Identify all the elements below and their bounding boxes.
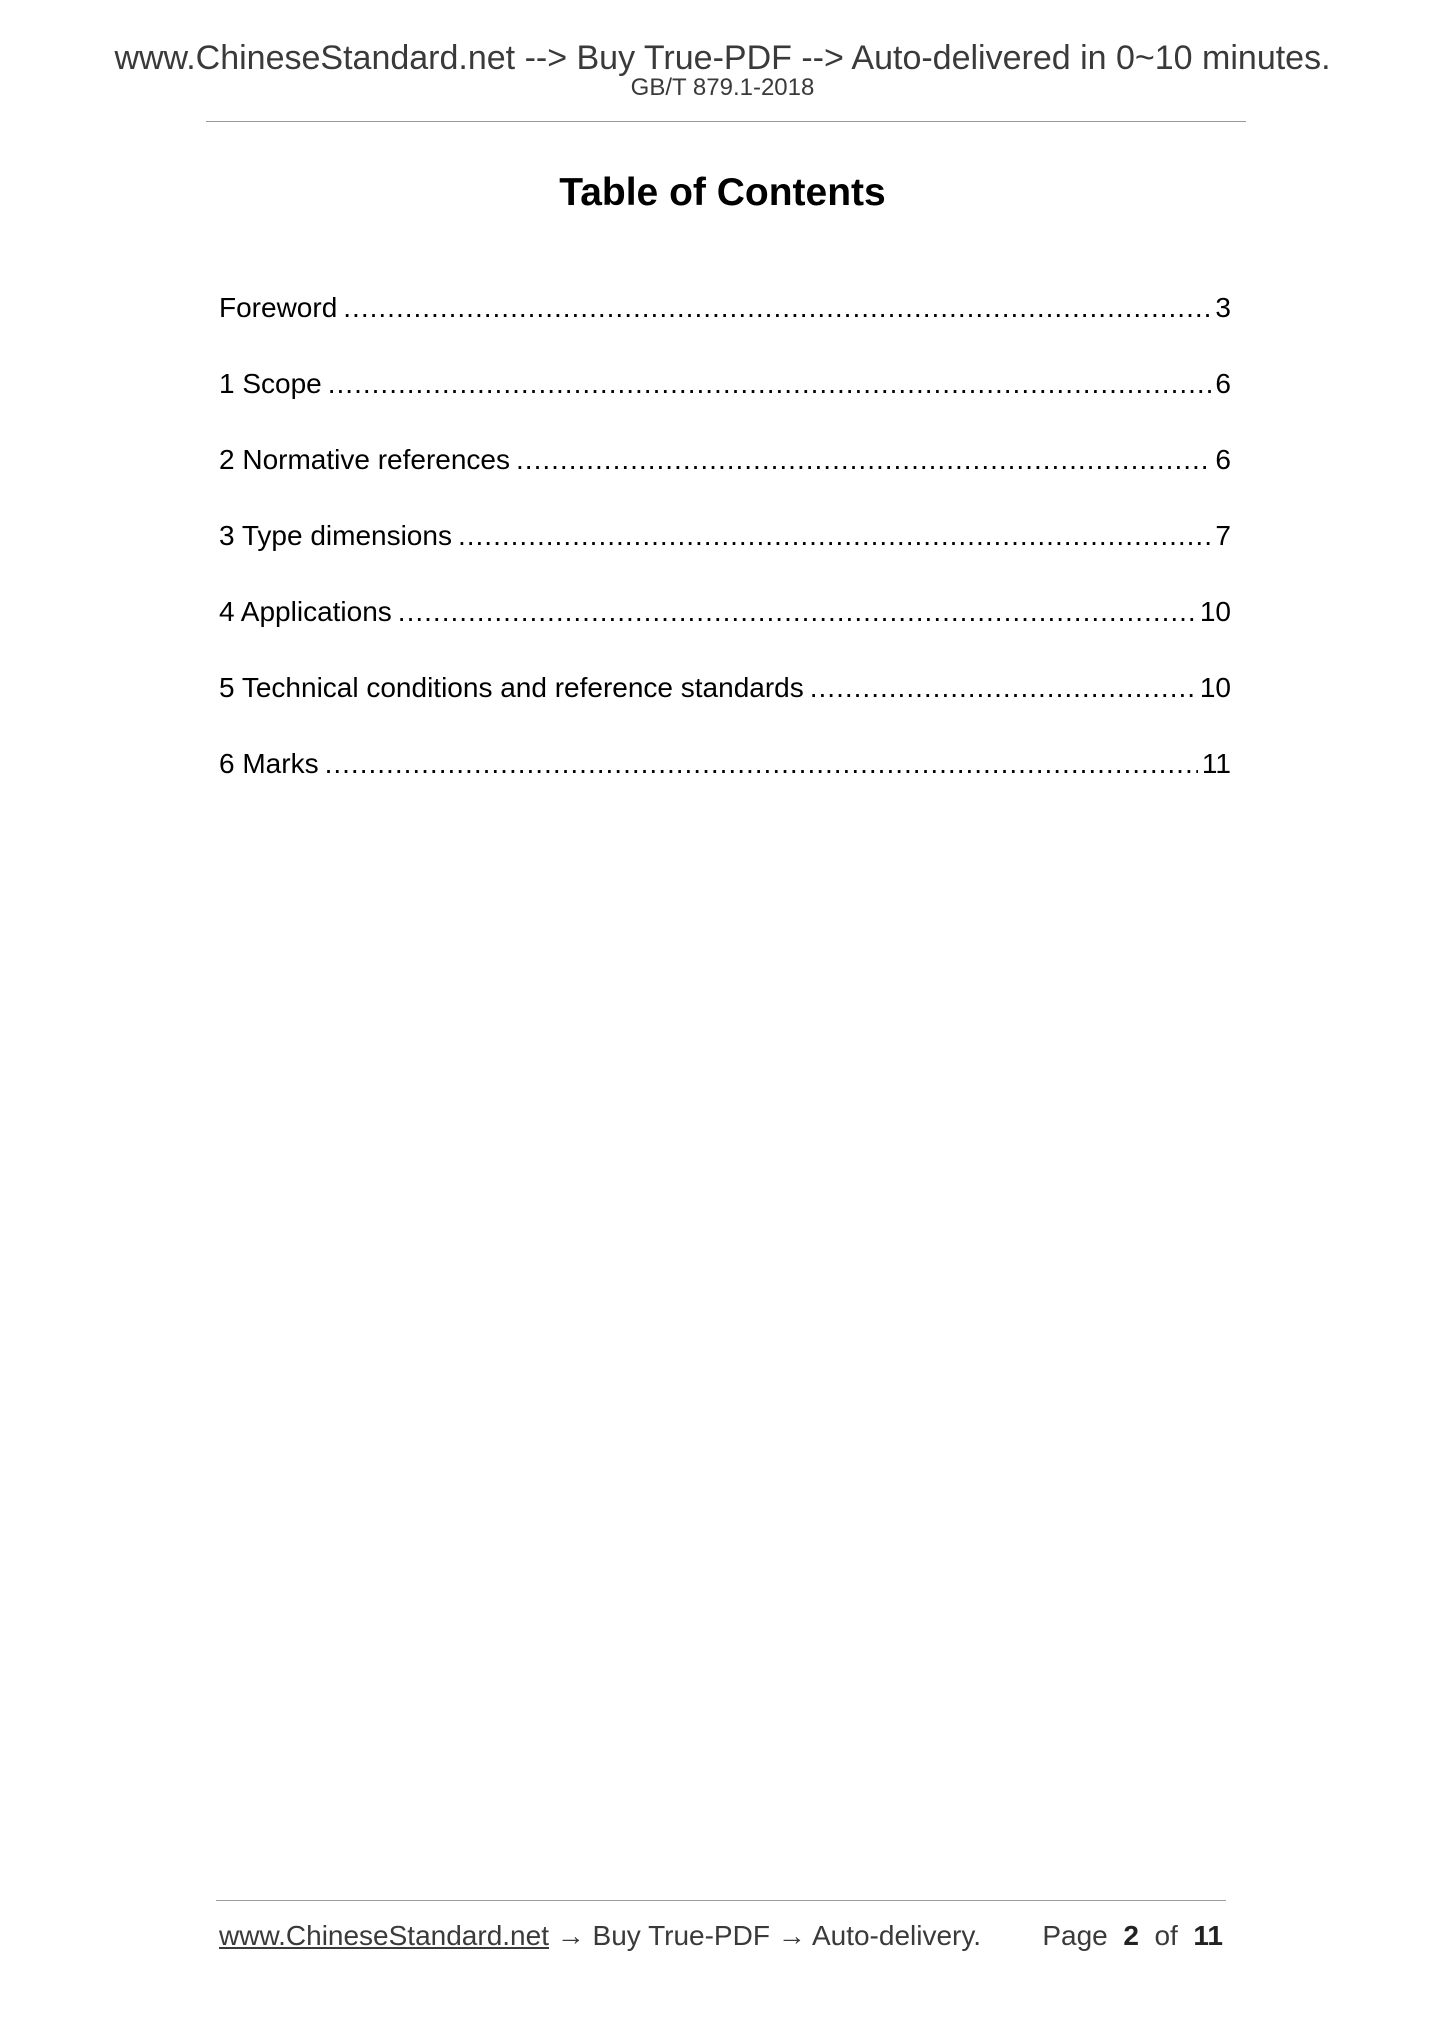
page-word: Page [1042, 1920, 1108, 1951]
toc-dot-leader [328, 366, 1212, 402]
footer-promo [219, 1918, 981, 1954]
toc-entry-scope[interactable] [219, 366, 1231, 442]
toc-entry-page: 10 [1199, 596, 1231, 627]
toc-entry-foreword[interactable] [219, 290, 1231, 366]
toc-dot-leader [398, 594, 1196, 630]
toc-dot-leader [516, 442, 1211, 478]
toc-entry-page: 11 [1201, 748, 1231, 779]
footer-site-link[interactable]: www.ChineseStandard.net [219, 1920, 549, 1951]
toc-dot-leader [325, 746, 1198, 782]
toc-entry-label: 2 Normative references [219, 444, 511, 475]
footer-divider [216, 1900, 1226, 1901]
page-number [1042, 1918, 1223, 1954]
toc-entry-applications[interactable] [219, 594, 1231, 670]
footer-buy-text: Buy True-PDF [592, 1920, 770, 1951]
toc-entry-page: 6 [1215, 368, 1231, 399]
toc-entry-page: 7 [1215, 520, 1231, 551]
toc-dot-leader [343, 290, 1211, 326]
toc-entry-label: 1 Scope [219, 368, 322, 399]
toc-entry-marks[interactable] [219, 746, 1231, 822]
footer-delivery-text: Auto-delivery. [811, 1920, 982, 1951]
toc-entry-type-dimensions[interactable] [219, 518, 1231, 594]
site-banner: www.ChineseStandard.net --> Buy True-PDF --> Auto-delivered in 0~10 minutes. [114, 39, 1331, 77]
toc-entry-label: 5 Technical conditions and reference standards [219, 672, 804, 703]
document-code: GB/T 879.1-2018 [630, 74, 815, 101]
of-word: of [1154, 1920, 1178, 1951]
toc-entry-label: 6 Marks [219, 748, 319, 779]
arrow-right-icon: → [777, 1920, 806, 1951]
toc-entry-label: 3 Type dimensions [219, 520, 452, 551]
toc-entry-page: 6 [1215, 444, 1231, 475]
total-pages: 11 [1193, 1920, 1223, 1951]
toc-list [219, 290, 1231, 822]
toc-entry-label: Foreword [219, 292, 338, 323]
page-footer [219, 1918, 1223, 1958]
toc-entry-normative-references[interactable] [219, 442, 1231, 518]
current-page: 2 [1123, 1920, 1139, 1951]
toc-title: Table of Contents [559, 171, 886, 214]
header-divider [206, 121, 1246, 122]
arrow-right-icon: → [556, 1920, 585, 1951]
toc-entry-page: 10 [1199, 672, 1231, 703]
toc-dot-leader [458, 518, 1211, 554]
toc-entry-label: 4 Applications [219, 596, 392, 627]
toc-dot-leader [810, 670, 1196, 706]
toc-entry-page: 3 [1215, 292, 1231, 323]
toc-entry-technical-conditions[interactable] [219, 670, 1231, 746]
